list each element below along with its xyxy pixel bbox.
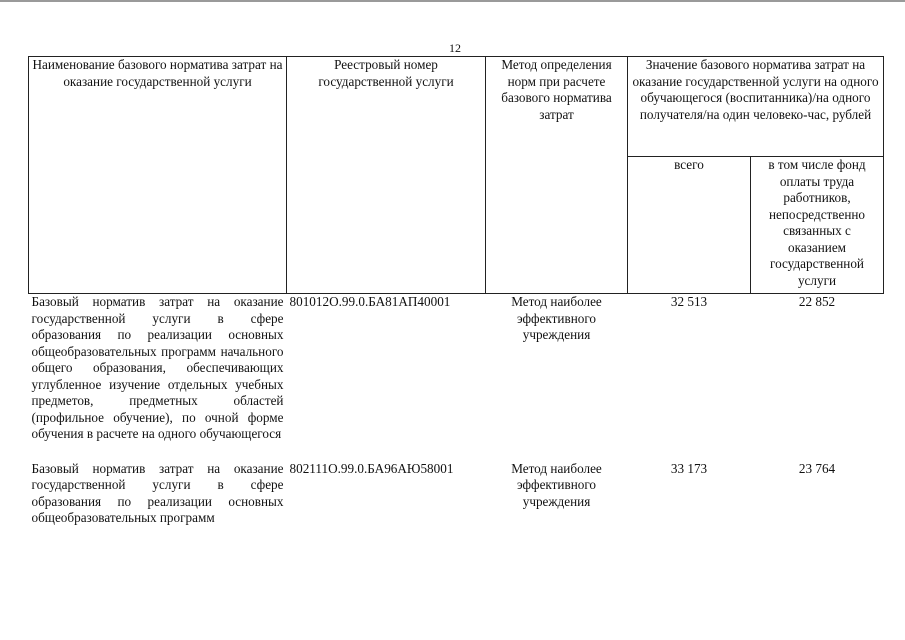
table-row [29, 294, 884, 461]
norms-table [28, 56, 884, 545]
row-name: Базовый норматив затрат на оказание государственной услуги в сфере образования по реализации основных общеобразовательных программ начального общего образования, обеспечивающих углубленное изучение отдельных учебных предметов, предметных областей (профильное обучение), по очной форме обучения в расчете на одного обучающегося [31, 294, 284, 441]
page-number: 12 [449, 41, 461, 55]
row-total: 32 513 [670, 294, 708, 309]
top-border [0, 0, 905, 2]
row-method: Метод наиболее эффективного учреждения [511, 460, 602, 509]
header-total: всего [628, 157, 751, 294]
header-method: Метод определения норм при расчете базового норматива затрат [486, 57, 628, 294]
table-row [29, 461, 884, 545]
header-value-group: Значение базового норматива затрат на оказание государственной услуги на одного обучающегося (воспитанника)/на одного получателя/на один человеко-час, рублей [628, 57, 884, 157]
row-wage-fund: 22 852 [798, 294, 836, 309]
row-registry-number: 802111О.99.0.БА96АЮ58001 [289, 460, 454, 476]
row-name: Базовый норматив затрат на оказание государственной услуги в сфере образования по реализации основных общеобразовательных программ [31, 460, 284, 525]
header-row [29, 57, 884, 157]
header-name: Наименование базового норматива затрат на оказание государственной услуги [29, 57, 287, 294]
row-wage-fund: 23 764 [798, 460, 836, 476]
row-registry-number: 801012О.99.0.БА81АП40001 [289, 294, 451, 309]
header-wage-fund: в том числе фонд оплаты труда работников, непосредственно связанных с оказанием государственной услуги [751, 157, 884, 294]
header-registry-number: Реестровый номер государственной услуги [287, 57, 486, 294]
row-method: Метод наиболее эффективного учреждения [511, 294, 602, 342]
row-total: 33 173 [670, 460, 708, 476]
